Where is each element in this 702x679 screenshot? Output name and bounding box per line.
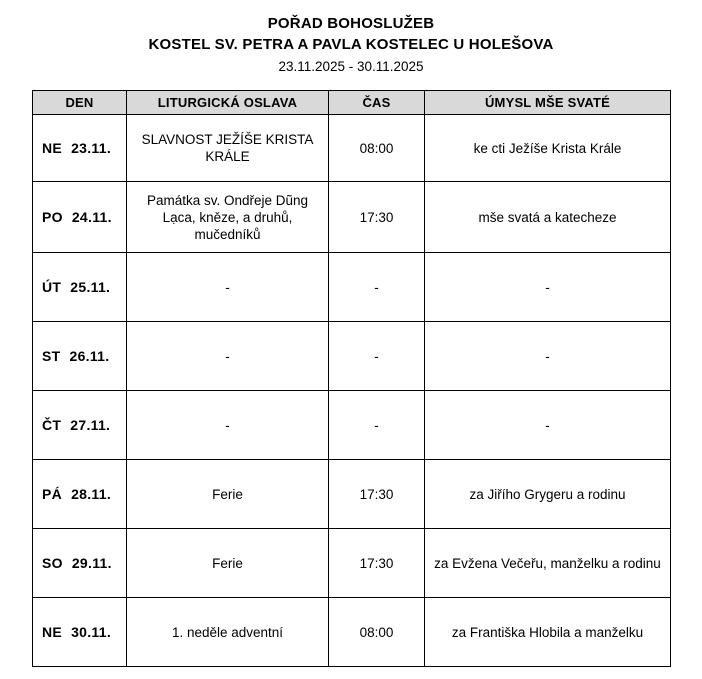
row-day-of-week: NE — [42, 623, 63, 640]
row-day-of-week: ČT — [42, 416, 62, 433]
table-row — [33, 182, 671, 253]
row-time: - — [329, 322, 425, 391]
row-date: 28.11. — [71, 485, 112, 502]
row-day-of-week: SO — [42, 554, 63, 571]
row-date: 29.11. — [71, 554, 112, 571]
row-date: 25.11. — [70, 278, 111, 295]
schedule-table — [32, 90, 671, 667]
table-row — [33, 598, 671, 667]
row-time: 17:30 — [329, 460, 425, 529]
row-day — [33, 253, 127, 322]
row-day-of-week: NE — [42, 139, 63, 156]
row-date: 26.11. — [69, 347, 110, 364]
row-intention: - — [425, 322, 671, 391]
schedule-table-wrapper — [32, 90, 670, 667]
row-date: 23.11. — [71, 139, 112, 156]
table-row — [33, 529, 671, 598]
row-day — [33, 391, 127, 460]
row-date: 27.11. — [70, 416, 111, 433]
column-header-celebration: LITURGICKÁ OSLAVA — [127, 91, 329, 115]
row-time: 17:30 — [329, 529, 425, 598]
row-intention: - — [425, 391, 671, 460]
row-celebration: - — [127, 391, 329, 460]
table-row — [33, 460, 671, 529]
row-intention: - — [425, 253, 671, 322]
row-celebration: Ferie — [127, 529, 329, 598]
row-celebration: Památka sv. Ondřeje Dũng Lạca, kněze, a druhů, mučedníků — [127, 182, 329, 253]
row-celebration: SLAVNOST JEŽÍŠE KRISTA KRÁLE — [127, 115, 329, 182]
row-date: 24.11. — [71, 208, 112, 225]
row-day-of-week: PO — [42, 208, 63, 225]
row-day — [33, 322, 127, 391]
table-row — [33, 391, 671, 460]
page-title: POŘAD BOHOSLUŽEB — [267, 15, 435, 32]
row-day — [33, 598, 127, 667]
table-row — [33, 322, 671, 391]
row-intention: mše svatá a katecheze — [425, 182, 671, 253]
column-header-day: DEN — [33, 91, 127, 115]
column-header-time: ČAS — [329, 91, 425, 115]
row-celebration: Ferie — [127, 460, 329, 529]
date-range: 23.11.2025 - 30.11.2025 — [278, 59, 424, 74]
row-time: 17:30 — [329, 182, 425, 253]
row-intention: za Františka Hlobila a manželku — [425, 598, 671, 667]
row-day-of-week: ÚT — [42, 278, 62, 295]
row-intention: za Jiřího Grygeru a rodinu — [425, 460, 671, 529]
row-celebration: - — [127, 322, 329, 391]
row-day — [33, 182, 127, 253]
row-day-of-week: PÁ — [42, 485, 63, 502]
row-time: - — [329, 253, 425, 322]
row-celebration: 1. neděle adventní — [127, 598, 329, 667]
row-day — [33, 460, 127, 529]
column-header-intention: ÚMYSL MŠE SVATÉ — [425, 91, 671, 115]
row-intention: ke cti Ježíše Krista Krále — [425, 115, 671, 182]
row-day-of-week: ST — [42, 347, 61, 364]
row-day — [33, 529, 127, 598]
row-intention: za Evžena Večeřu, manželku a rodinu — [425, 529, 671, 598]
row-day — [33, 115, 127, 182]
row-celebration: - — [127, 253, 329, 322]
row-time: 08:00 — [329, 598, 425, 667]
table-row — [33, 115, 671, 182]
row-date: 30.11. — [71, 623, 112, 640]
document-header — [0, 0, 702, 77]
table-header-row — [33, 91, 671, 115]
table-row — [33, 253, 671, 322]
row-time: - — [329, 391, 425, 460]
row-time: 08:00 — [329, 115, 425, 182]
parish-subtitle: KOSTEL SV. PETRA A PAVLA KOSTELEC U HOLEŠOVA — [148, 36, 554, 53]
